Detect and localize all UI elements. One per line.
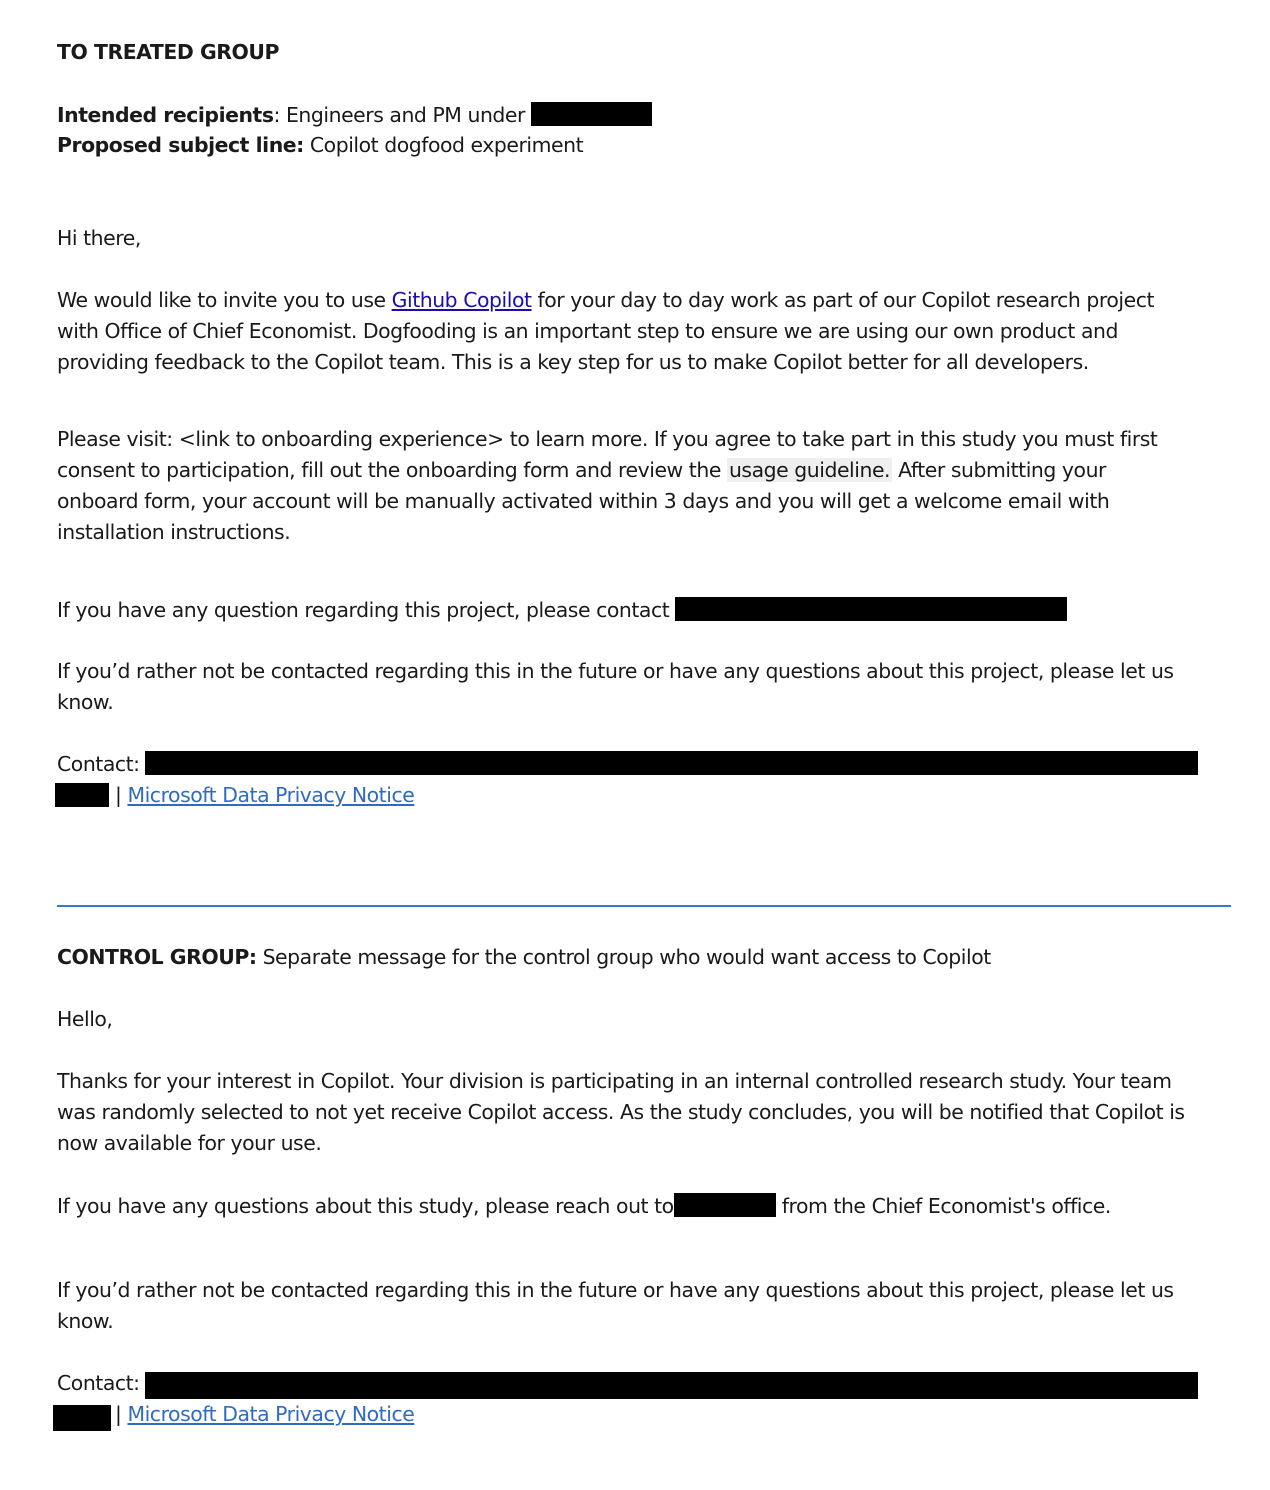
treated-question-line: If you have any question regarding this project, please contact <box>57 597 1067 622</box>
redacted-block <box>55 783 109 807</box>
treated-paragraph-2-line-1: Please visit: <link to onboarding experience> to learn more. If you agree to take part in this study you must first <box>57 427 1158 451</box>
control-paragraph-line-2: was randomly selected to not yet receive Copilot access. As the study concludes, you will be notified that Copilot is <box>57 1100 1185 1124</box>
proposed-subject-line: Proposed subject line: Copilot dogfood experiment <box>57 133 584 157</box>
treated-greeting: Hi there, <box>57 226 141 250</box>
control-paragraph-line-3: now available for your use. <box>57 1131 322 1155</box>
control-privacy-line: | Microsoft Data Privacy Notice <box>115 1402 415 1426</box>
treated-paragraph-1-line-3: providing feedback to the Copilot team. This is a key step for us to make Copilot better for all developers. <box>57 350 1089 374</box>
control-greeting: Hello, <box>57 1007 113 1031</box>
treated-paragraph-2-line-2: consent to participation, fill out the onboarding form and review the usage guideline. After submitting your <box>57 458 1106 482</box>
control-question-line: If you have any questions about this study, please reach out to from the Chief Economist's office. <box>57 1194 1111 1218</box>
redacted-block <box>145 751 1198 775</box>
redacted-block <box>145 1372 1198 1399</box>
treated-paragraph-2-line-4: installation instructions. <box>57 520 291 544</box>
treated-paragraph-2-line-3: onboard form, your account will be manually activated within 3 days and you will get a welcome email with <box>57 489 1110 513</box>
privacy-notice-link[interactable]: Microsoft Data Privacy Notice <box>127 783 415 807</box>
section-divider <box>57 905 1231 907</box>
treated-paragraph-1-line-2: with Office of Chief Economist. Dogfooding is an important step to ensure we are using our own product and <box>57 319 1119 343</box>
redacted-block <box>531 102 652 126</box>
redacted-block <box>674 1193 776 1217</box>
github-copilot-link[interactable]: Github Copilot <box>391 288 532 312</box>
privacy-notice-link[interactable]: Microsoft Data Privacy Notice <box>127 1402 415 1426</box>
control-contact-label: Contact: <box>57 1371 140 1395</box>
treated-optout-line-2: know. <box>57 690 114 714</box>
treated-paragraph-1-line-1: We would like to invite you to use Github Copilot for your day to day work as part of our Copilot research project <box>57 288 1155 312</box>
treated-privacy-line: | Microsoft Data Privacy Notice <box>115 783 415 807</box>
treated-optout-line-1: If you’d rather not be contacted regarding this in the future or have any questions about this project, please let us <box>57 659 1174 683</box>
treated-heading: TO TREATED GROUP <box>57 40 280 64</box>
treated-contact-label: Contact: <box>57 752 140 776</box>
control-optout-line-1: If you’d rather not be contacted regarding this in the future or have any questions about this project, please let us <box>57 1278 1174 1302</box>
intended-recipients-line: Intended recipients: Engineers and PM under <box>57 102 652 127</box>
control-optout-line-2: know. <box>57 1309 114 1333</box>
control-paragraph-line-1: Thanks for your interest in Copilot. Your division is participating in an internal controlled research study. Your team <box>57 1069 1172 1093</box>
redacted-block <box>675 597 1067 621</box>
redacted-block <box>53 1405 111 1431</box>
usage-guideline-highlight: usage guideline. <box>728 458 891 482</box>
control-heading: CONTROL GROUP: Separate message for the control group who would want access to Copilot <box>57 945 991 969</box>
